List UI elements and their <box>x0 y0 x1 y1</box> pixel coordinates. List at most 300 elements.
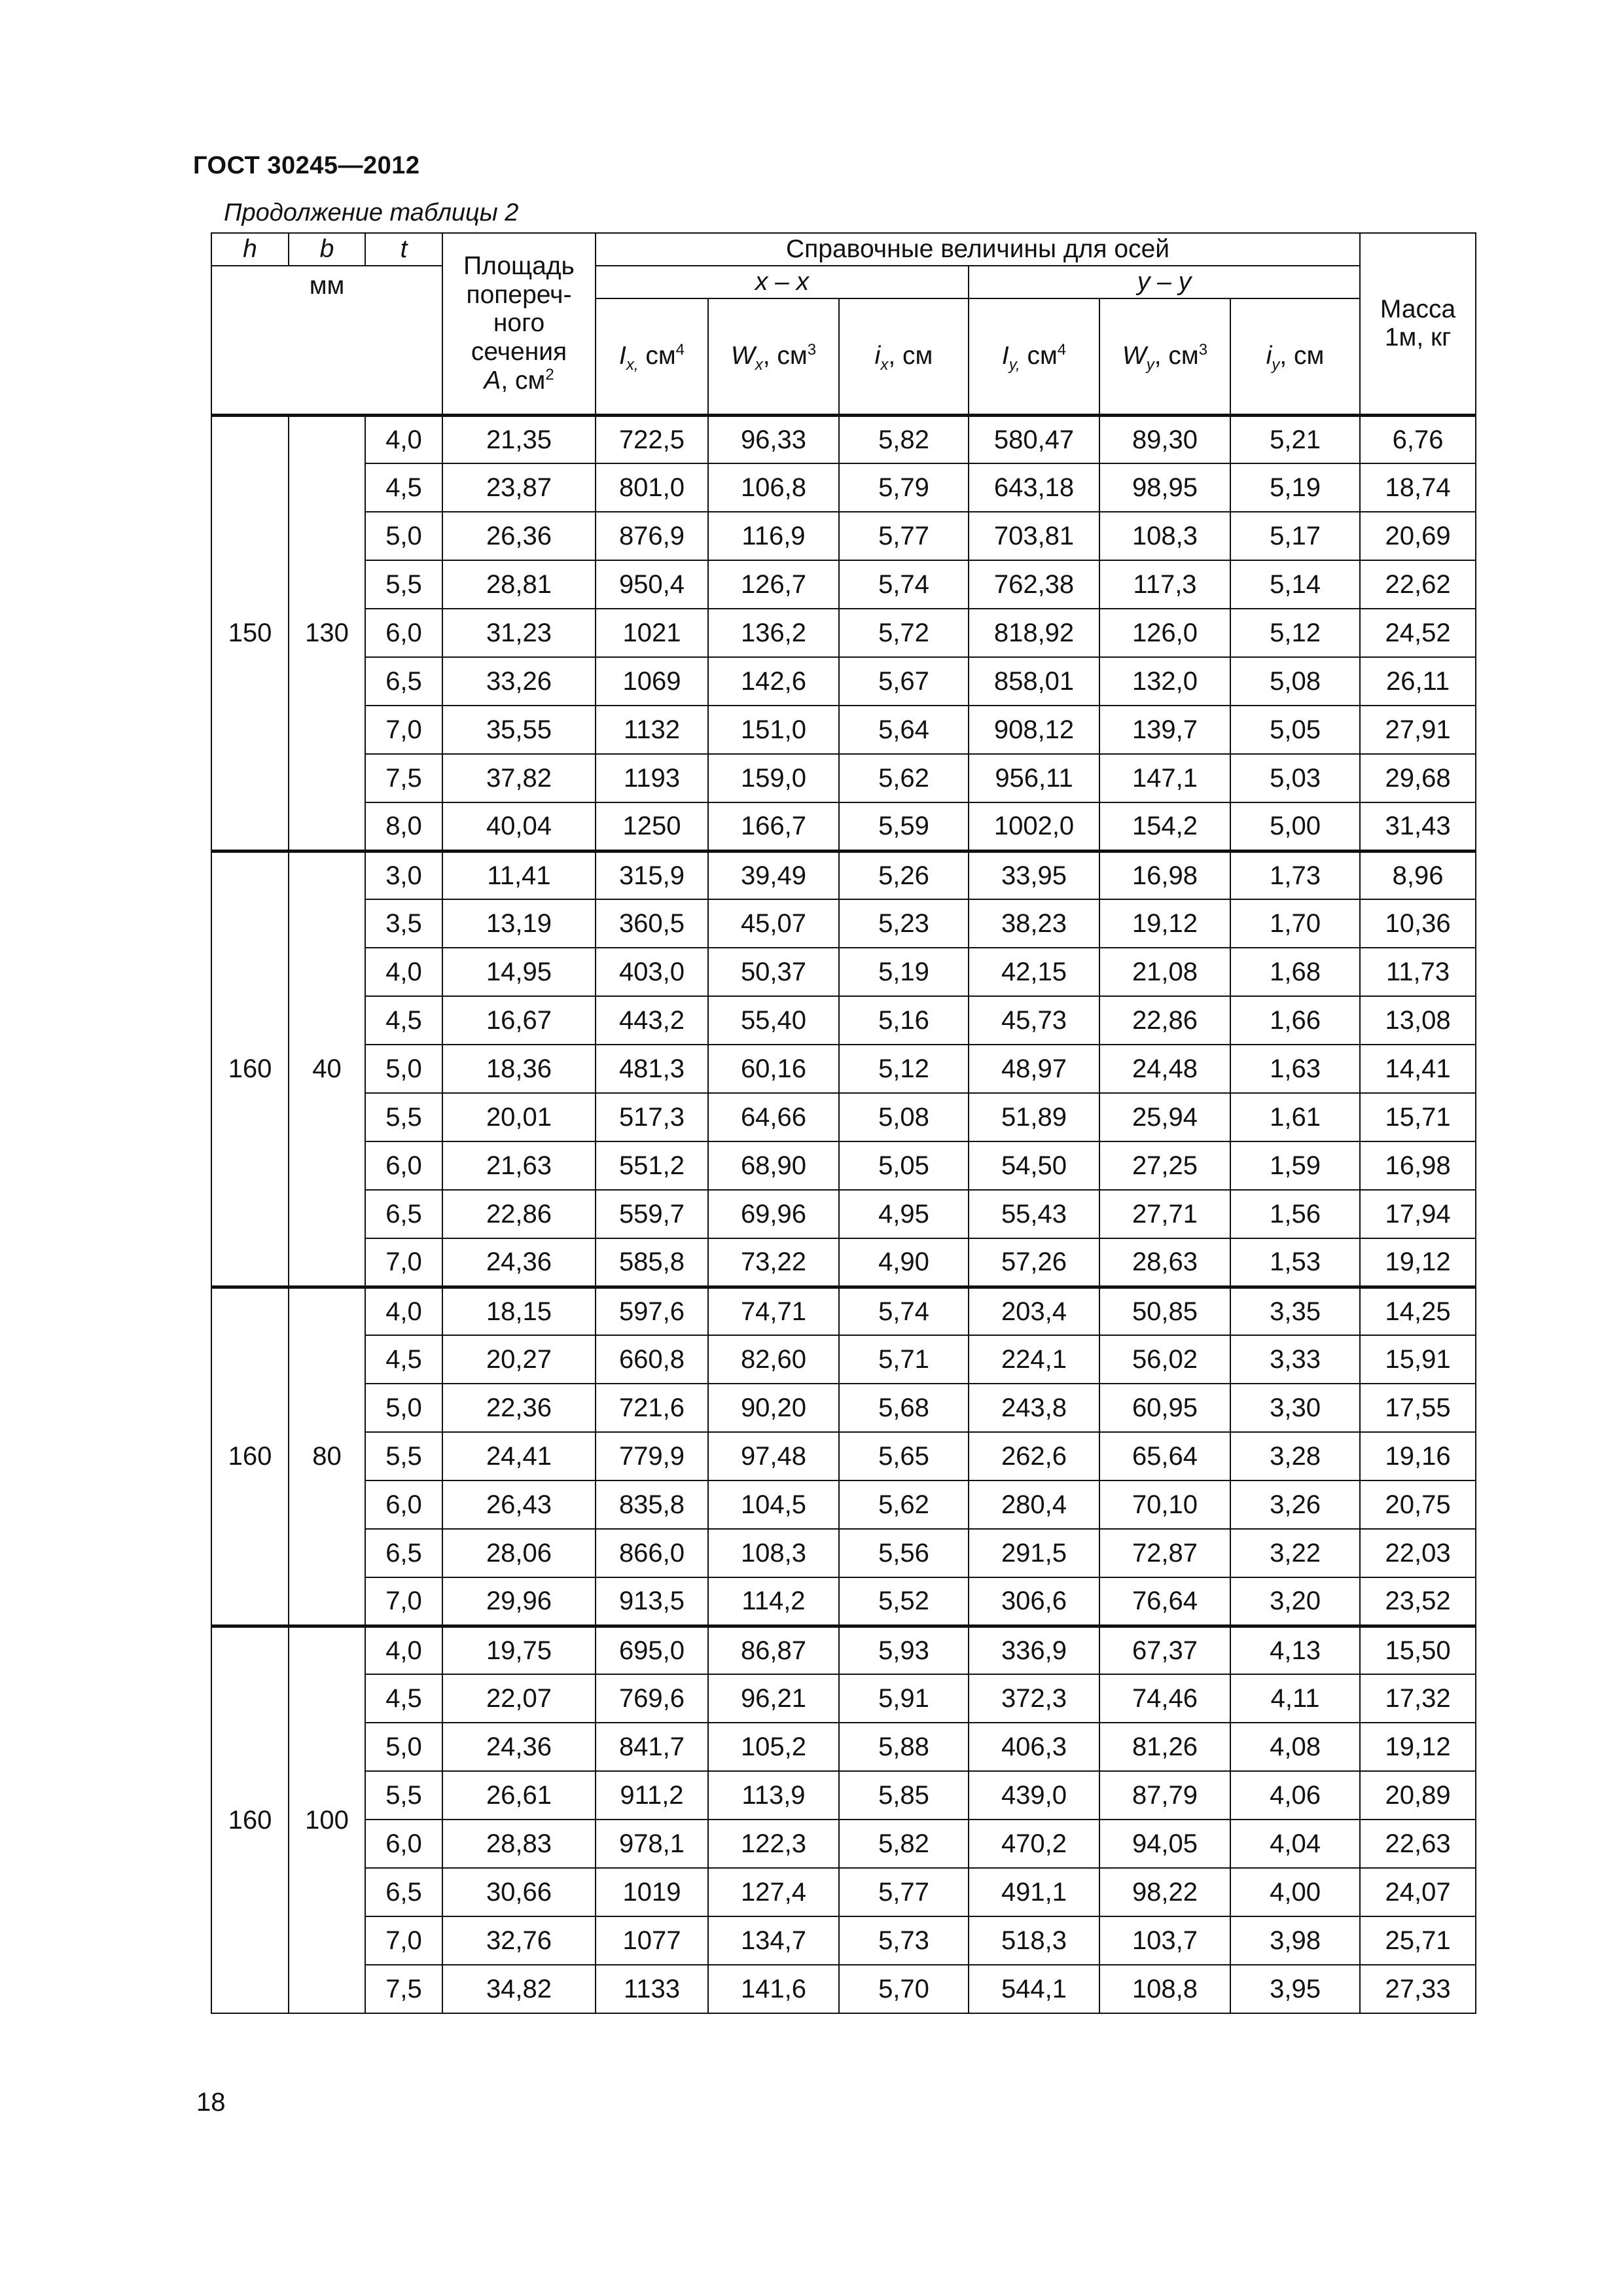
iy-moment-exponent: 4 <box>1057 340 1067 359</box>
cell-ix-moment: 315,9 <box>596 851 708 899</box>
cell-thickness: 7,5 <box>365 754 442 802</box>
cell-wy: 147,1 <box>1099 754 1230 802</box>
cell-mass: 14,25 <box>1360 1287 1476 1335</box>
cell-area: 29,96 <box>442 1577 596 1626</box>
wy-subscript: y <box>1146 355 1154 374</box>
reference-values-header: Справочные величины для осей <box>596 233 1360 266</box>
cell-thickness: 5,0 <box>365 1723 442 1771</box>
cell-mass: 24,07 <box>1360 1868 1476 1916</box>
cell-iy-moment: 336,9 <box>969 1626 1099 1674</box>
cell-wy: 132,0 <box>1099 657 1230 706</box>
wx-unit: , см <box>762 341 808 370</box>
col-iy-radius-header <box>1230 298 1360 415</box>
table-row <box>211 1577 1476 1626</box>
cell-area: 11,41 <box>442 851 596 899</box>
cell-iy-moment: 544,1 <box>969 1965 1099 2013</box>
cell-ix-moment: 360,5 <box>596 899 708 948</box>
cell-iy-radius: 3,26 <box>1230 1480 1360 1529</box>
cell-thickness: 4,0 <box>365 948 442 996</box>
cell-ix-moment: 660,8 <box>596 1335 708 1384</box>
cell-ix-moment: 841,7 <box>596 1723 708 1771</box>
cell-wx: 105,2 <box>708 1723 839 1771</box>
cell-iy-radius: 3,95 <box>1230 1965 1360 2013</box>
cell-wx: 108,3 <box>708 1529 839 1577</box>
cell-wy: 108,8 <box>1099 1965 1230 2013</box>
cell-iy-radius: 1,56 <box>1230 1190 1360 1238</box>
area-label-line-1: Площадь <box>463 252 575 281</box>
cell-wx: 126,7 <box>708 560 839 609</box>
cell-ix-radius: 5,71 <box>839 1335 969 1384</box>
cell-iy-radius: 5,03 <box>1230 754 1360 802</box>
cell-mass: 15,91 <box>1360 1335 1476 1384</box>
table-row <box>211 415 1476 463</box>
cell-iy-moment: 1002,0 <box>969 802 1099 851</box>
cell-mass: 15,71 <box>1360 1093 1476 1141</box>
wy-exponent: 3 <box>1198 340 1208 359</box>
wx-symbol: W <box>730 341 755 370</box>
cell-wx: 142,6 <box>708 657 839 706</box>
cell-iy-moment: 762,38 <box>969 560 1099 609</box>
cell-wx: 134,7 <box>708 1916 839 1965</box>
cell-ix-moment: 1021 <box>596 609 708 657</box>
cell-ix-moment: 769,6 <box>596 1674 708 1723</box>
cell-iy-moment: 262,6 <box>969 1432 1099 1480</box>
table-row <box>211 609 1476 657</box>
area-label-line-4: сечения <box>471 338 567 367</box>
cell-ix-radius: 5,52 <box>839 1577 969 1626</box>
cell-thickness: 4,5 <box>365 1674 442 1723</box>
cell-ix-moment: 950,4 <box>596 560 708 609</box>
cell-ix-radius: 4,95 <box>839 1190 969 1238</box>
wx-exponent: 3 <box>807 340 817 359</box>
cell-mass: 26,11 <box>1360 657 1476 706</box>
cell-iy-radius: 4,13 <box>1230 1626 1360 1674</box>
cell-mass: 17,32 <box>1360 1674 1476 1723</box>
cell-thickness: 6,0 <box>365 1480 442 1529</box>
cell-thickness: 4,0 <box>365 1626 442 1674</box>
col-mass-header <box>1360 233 1476 415</box>
cell-ix-moment: 403,0 <box>596 948 708 996</box>
cell-ix-moment: 911,2 <box>596 1771 708 1820</box>
cell-thickness: 6,5 <box>365 1868 442 1916</box>
cell-iy-radius: 3,98 <box>1230 1916 1360 1965</box>
cell-wx: 86,87 <box>708 1626 839 1674</box>
iy-moment-symbol: I <box>1001 341 1009 370</box>
table-row <box>211 1868 1476 1916</box>
cell-area: 22,07 <box>442 1674 596 1723</box>
cell-h: 160 <box>211 851 289 1287</box>
area-symbol: A <box>484 366 501 395</box>
cell-wx: 50,37 <box>708 948 839 996</box>
ix-moment-exponent: 4 <box>675 340 685 359</box>
col-mm-unit-header: мм <box>211 266 442 415</box>
cell-iy-moment: 33,95 <box>969 851 1099 899</box>
cell-iy-radius: 3,28 <box>1230 1432 1360 1480</box>
cell-wx: 114,2 <box>708 1577 839 1626</box>
cell-thickness: 5,5 <box>365 1093 442 1141</box>
cell-thickness: 5,0 <box>365 1384 442 1432</box>
cell-iy-moment: 51,89 <box>969 1093 1099 1141</box>
cell-wy: 98,22 <box>1099 1868 1230 1916</box>
mass-label-line-2: 1м, кг <box>1384 323 1452 352</box>
iy-moment-subscript: y, <box>1008 355 1020 374</box>
cell-iy-radius: 1,73 <box>1230 851 1360 899</box>
cell-ix-moment: 1069 <box>596 657 708 706</box>
cell-iy-radius: 4,08 <box>1230 1723 1360 1771</box>
cell-iy-moment: 57,26 <box>969 1238 1099 1287</box>
cell-ix-moment: 978,1 <box>596 1820 708 1868</box>
cell-wx: 55,40 <box>708 996 839 1045</box>
table-row <box>211 1674 1476 1723</box>
cell-thickness: 7,5 <box>365 1965 442 2013</box>
cell-wx: 166,7 <box>708 802 839 851</box>
cell-ix-radius: 5,88 <box>839 1723 969 1771</box>
cell-iy-radius: 1,66 <box>1230 996 1360 1045</box>
cell-thickness: 6,0 <box>365 609 442 657</box>
cell-wy: 67,37 <box>1099 1626 1230 1674</box>
cell-area: 21,35 <box>442 415 596 463</box>
col-ix-radius-header <box>839 298 969 415</box>
col-h-header: h <box>211 233 289 266</box>
profile-properties-table <box>211 232 1476 2014</box>
cell-wx: 141,6 <box>708 1965 839 2013</box>
document-header: ГОСТ 30245—2012 <box>193 152 420 179</box>
cell-ix-radius: 5,73 <box>839 1916 969 1965</box>
col-area-header <box>442 233 596 415</box>
cell-ix-moment: 779,9 <box>596 1432 708 1480</box>
cell-iy-moment: 956,11 <box>969 754 1099 802</box>
cell-iy-moment: 224,1 <box>969 1335 1099 1384</box>
cell-ix-radius: 5,74 <box>839 1287 969 1335</box>
cell-ix-radius: 5,56 <box>839 1529 969 1577</box>
cell-ix-radius: 5,93 <box>839 1626 969 1674</box>
cell-ix-radius: 5,68 <box>839 1384 969 1432</box>
cell-ix-moment: 721,6 <box>596 1384 708 1432</box>
cell-wx: 39,49 <box>708 851 839 899</box>
cell-iy-moment: 55,43 <box>969 1190 1099 1238</box>
ix-radius-subscript: x <box>880 355 889 374</box>
cell-ix-radius: 5,79 <box>839 463 969 512</box>
cell-h: 150 <box>211 415 289 851</box>
cell-iy-moment: 439,0 <box>969 1771 1099 1820</box>
cell-mass: 17,94 <box>1360 1190 1476 1238</box>
cell-ix-radius: 5,74 <box>839 560 969 609</box>
cell-thickness: 3,5 <box>365 899 442 948</box>
cell-wx: 151,0 <box>708 706 839 754</box>
table-row <box>211 1480 1476 1529</box>
table-row <box>211 706 1476 754</box>
cell-wy: 117,3 <box>1099 560 1230 609</box>
table-row <box>211 802 1476 851</box>
cell-thickness: 7,0 <box>365 1238 442 1287</box>
cell-wy: 21,08 <box>1099 948 1230 996</box>
cell-wy: 72,87 <box>1099 1529 1230 1577</box>
cell-thickness: 5,0 <box>365 1045 442 1093</box>
cell-mass: 19,12 <box>1360 1723 1476 1771</box>
cell-wx: 73,22 <box>708 1238 839 1287</box>
cell-iy-moment: 703,81 <box>969 512 1099 560</box>
cell-wx: 113,9 <box>708 1771 839 1820</box>
cell-thickness: 7,0 <box>365 1916 442 1965</box>
cell-iy-radius: 3,33 <box>1230 1335 1360 1384</box>
cell-ix-moment: 1133 <box>596 1965 708 2013</box>
cell-ix-moment: 835,8 <box>596 1480 708 1529</box>
area-unit: , см <box>501 366 546 395</box>
cell-area: 20,27 <box>442 1335 596 1384</box>
cell-iy-moment: 48,97 <box>969 1045 1099 1093</box>
table-row <box>211 1384 1476 1432</box>
cell-ix-moment: 866,0 <box>596 1529 708 1577</box>
cell-iy-radius: 5,14 <box>1230 560 1360 609</box>
cell-iy-moment: 54,50 <box>969 1141 1099 1190</box>
table-row <box>211 899 1476 948</box>
table-row <box>211 1916 1476 1965</box>
cell-ix-moment: 876,9 <box>596 512 708 560</box>
cell-thickness: 3,0 <box>365 851 442 899</box>
cell-thickness: 4,5 <box>365 1335 442 1384</box>
cell-iy-moment: 372,3 <box>969 1674 1099 1723</box>
cell-thickness: 6,0 <box>365 1141 442 1190</box>
cell-area: 24,36 <box>442 1238 596 1287</box>
cell-ix-radius: 5,26 <box>839 851 969 899</box>
cell-mass: 16,98 <box>1360 1141 1476 1190</box>
cell-iy-radius: 4,06 <box>1230 1771 1360 1820</box>
table-row <box>211 560 1476 609</box>
cell-ix-moment: 722,5 <box>596 415 708 463</box>
cell-area: 21,63 <box>442 1141 596 1190</box>
cell-wy: 65,64 <box>1099 1432 1230 1480</box>
cell-wy: 22,86 <box>1099 996 1230 1045</box>
cell-mass: 29,68 <box>1360 754 1476 802</box>
cell-iy-radius: 1,53 <box>1230 1238 1360 1287</box>
cell-iy-moment: 858,01 <box>969 657 1099 706</box>
iy-moment-unit: см <box>1020 341 1058 370</box>
cell-iy-radius: 1,59 <box>1230 1141 1360 1190</box>
cell-wx: 127,4 <box>708 1868 839 1916</box>
cell-wy: 81,26 <box>1099 1723 1230 1771</box>
cell-wy: 139,7 <box>1099 706 1230 754</box>
cell-ix-moment: 551,2 <box>596 1141 708 1190</box>
cell-wy: 87,79 <box>1099 1771 1230 1820</box>
table-row <box>211 754 1476 802</box>
cell-iy-moment: 491,1 <box>969 1868 1099 1916</box>
cell-thickness: 6,5 <box>365 1529 442 1577</box>
col-ix-moment-header <box>596 298 708 415</box>
table-row <box>211 1141 1476 1190</box>
cell-ix-moment: 1077 <box>596 1916 708 1965</box>
cell-wy: 94,05 <box>1099 1820 1230 1868</box>
cell-area: 14,95 <box>442 948 596 996</box>
cell-iy-radius: 1,61 <box>1230 1093 1360 1141</box>
cell-thickness: 5,5 <box>365 1771 442 1820</box>
cell-area: 40,04 <box>442 802 596 851</box>
cell-wx: 116,9 <box>708 512 839 560</box>
cell-ix-radius: 5,82 <box>839 415 969 463</box>
cell-iy-radius: 1,70 <box>1230 899 1360 948</box>
cell-thickness: 7,0 <box>365 1577 442 1626</box>
cell-iy-radius: 3,30 <box>1230 1384 1360 1432</box>
cell-ix-radius: 5,59 <box>839 802 969 851</box>
table-row <box>211 996 1476 1045</box>
cell-wx: 82,60 <box>708 1335 839 1384</box>
cell-iy-moment: 45,73 <box>969 996 1099 1045</box>
cell-wx: 96,33 <box>708 415 839 463</box>
cell-mass: 27,33 <box>1360 1965 1476 2013</box>
cell-wy: 24,48 <box>1099 1045 1230 1093</box>
cell-ix-moment: 585,8 <box>596 1238 708 1287</box>
iy-radius-symbol: i <box>1266 341 1272 370</box>
cell-ix-radius: 5,19 <box>839 948 969 996</box>
cell-wy: 16,98 <box>1099 851 1230 899</box>
col-wy-header <box>1099 298 1230 415</box>
cell-b: 100 <box>289 1626 365 2013</box>
cell-area: 26,43 <box>442 1480 596 1529</box>
cell-wy: 154,2 <box>1099 802 1230 851</box>
cell-wy: 74,46 <box>1099 1674 1230 1723</box>
cell-iy-radius: 5,17 <box>1230 512 1360 560</box>
cell-b: 80 <box>289 1287 365 1626</box>
table-row <box>211 1287 1476 1335</box>
cell-thickness: 5,5 <box>365 1432 442 1480</box>
cell-area: 18,36 <box>442 1045 596 1093</box>
cell-ix-radius: 5,70 <box>839 1965 969 2013</box>
col-iy-moment-header <box>969 298 1099 415</box>
cell-iy-radius: 3,20 <box>1230 1577 1360 1626</box>
cell-h: 160 <box>211 1287 289 1626</box>
cell-area: 31,23 <box>442 609 596 657</box>
cell-iy-radius: 1,68 <box>1230 948 1360 996</box>
cell-ix-moment: 443,2 <box>596 996 708 1045</box>
cell-h: 160 <box>211 1626 289 2013</box>
cell-mass: 20,89 <box>1360 1771 1476 1820</box>
cell-thickness: 4,5 <box>365 463 442 512</box>
cell-iy-moment: 38,23 <box>969 899 1099 948</box>
cell-ix-moment: 1019 <box>596 1868 708 1916</box>
cell-iy-moment: 280,4 <box>969 1480 1099 1529</box>
cell-wy: 126,0 <box>1099 609 1230 657</box>
cell-iy-moment: 291,5 <box>969 1529 1099 1577</box>
table-row <box>211 1190 1476 1238</box>
cell-iy-moment: 518,3 <box>969 1916 1099 1965</box>
cell-mass: 8,96 <box>1360 851 1476 899</box>
cell-mass: 17,55 <box>1360 1384 1476 1432</box>
cell-thickness: 4,0 <box>365 1287 442 1335</box>
cell-thickness: 5,0 <box>365 512 442 560</box>
cell-iy-radius: 5,00 <box>1230 802 1360 851</box>
cell-ix-radius: 5,85 <box>839 1771 969 1820</box>
cell-wx: 106,8 <box>708 463 839 512</box>
cell-mass: 22,62 <box>1360 560 1476 609</box>
table-row <box>211 948 1476 996</box>
cell-ix-radius: 5,77 <box>839 1868 969 1916</box>
table-row <box>211 1335 1476 1384</box>
table-row <box>211 1432 1476 1480</box>
cell-mass: 22,03 <box>1360 1529 1476 1577</box>
ix-moment-unit: см <box>638 341 676 370</box>
cell-ix-moment: 1250 <box>596 802 708 851</box>
cell-iy-radius: 4,04 <box>1230 1820 1360 1868</box>
cell-area: 33,26 <box>442 657 596 706</box>
cell-ix-radius: 5,12 <box>839 1045 969 1093</box>
cell-mass: 20,69 <box>1360 512 1476 560</box>
cell-ix-radius: 5,64 <box>839 706 969 754</box>
cell-area: 24,36 <box>442 1723 596 1771</box>
cell-area: 16,67 <box>442 996 596 1045</box>
table-row <box>211 1626 1476 1674</box>
cell-area: 28,06 <box>442 1529 596 1577</box>
cell-wy: 76,64 <box>1099 1577 1230 1626</box>
cell-ix-radius: 5,72 <box>839 609 969 657</box>
cell-area: 28,83 <box>442 1820 596 1868</box>
cell-iy-moment: 643,18 <box>969 463 1099 512</box>
cell-ix-radius: 5,77 <box>839 512 969 560</box>
cell-iy-radius: 5,08 <box>1230 657 1360 706</box>
cell-wy: 27,25 <box>1099 1141 1230 1190</box>
mass-label-line-1: Масса <box>1380 295 1456 323</box>
ix-radius-unit: , см <box>888 341 933 370</box>
cell-iy-moment: 406,3 <box>969 1723 1099 1771</box>
cell-wy: 108,3 <box>1099 512 1230 560</box>
cell-wy: 27,71 <box>1099 1190 1230 1238</box>
cell-mass: 23,52 <box>1360 1577 1476 1626</box>
cell-area: 35,55 <box>442 706 596 754</box>
cell-iy-radius: 5,21 <box>1230 415 1360 463</box>
cell-area: 26,36 <box>442 512 596 560</box>
cell-iy-radius: 3,22 <box>1230 1529 1360 1577</box>
cell-thickness: 7,0 <box>365 706 442 754</box>
cell-wy: 56,02 <box>1099 1335 1230 1384</box>
cell-mass: 27,91 <box>1360 706 1476 754</box>
table-row <box>211 1771 1476 1820</box>
cell-ix-moment: 559,7 <box>596 1190 708 1238</box>
cell-wx: 69,96 <box>708 1190 839 1238</box>
table-row <box>211 1093 1476 1141</box>
cell-wx: 122,3 <box>708 1820 839 1868</box>
cell-mass: 14,41 <box>1360 1045 1476 1093</box>
cell-ix-moment: 517,3 <box>596 1093 708 1141</box>
area-label-line-3: ного <box>493 309 545 338</box>
cell-ix-radius: 5,08 <box>839 1093 969 1141</box>
cell-ix-radius: 5,91 <box>839 1674 969 1723</box>
ix-moment-subscript: x, <box>626 355 639 374</box>
wy-unit: , см <box>1154 341 1199 370</box>
page-number: 18 <box>196 2088 226 2117</box>
cell-ix-moment: 1132 <box>596 706 708 754</box>
cell-wx: 64,66 <box>708 1093 839 1141</box>
cell-thickness: 5,5 <box>365 560 442 609</box>
wx-subscript: x <box>755 355 763 374</box>
table-row <box>211 1965 1476 2013</box>
cell-iy-moment: 908,12 <box>969 706 1099 754</box>
cell-mass: 15,50 <box>1360 1626 1476 1674</box>
cell-mass: 6,76 <box>1360 415 1476 463</box>
cell-mass: 13,08 <box>1360 996 1476 1045</box>
cell-iy-moment: 203,4 <box>969 1287 1099 1335</box>
cell-ix-radius: 5,62 <box>839 754 969 802</box>
cell-iy-radius: 3,35 <box>1230 1287 1360 1335</box>
table-row <box>211 463 1476 512</box>
cell-mass: 19,12 <box>1360 1238 1476 1287</box>
cell-iy-moment: 42,15 <box>969 948 1099 996</box>
cell-mass: 19,16 <box>1360 1432 1476 1480</box>
cell-wy: 19,12 <box>1099 899 1230 948</box>
col-wx-header <box>708 298 839 415</box>
cell-iy-moment: 470,2 <box>969 1820 1099 1868</box>
table-row <box>211 1820 1476 1868</box>
cell-wx: 68,90 <box>708 1141 839 1190</box>
cell-area: 28,81 <box>442 560 596 609</box>
cell-area: 32,76 <box>442 1916 596 1965</box>
